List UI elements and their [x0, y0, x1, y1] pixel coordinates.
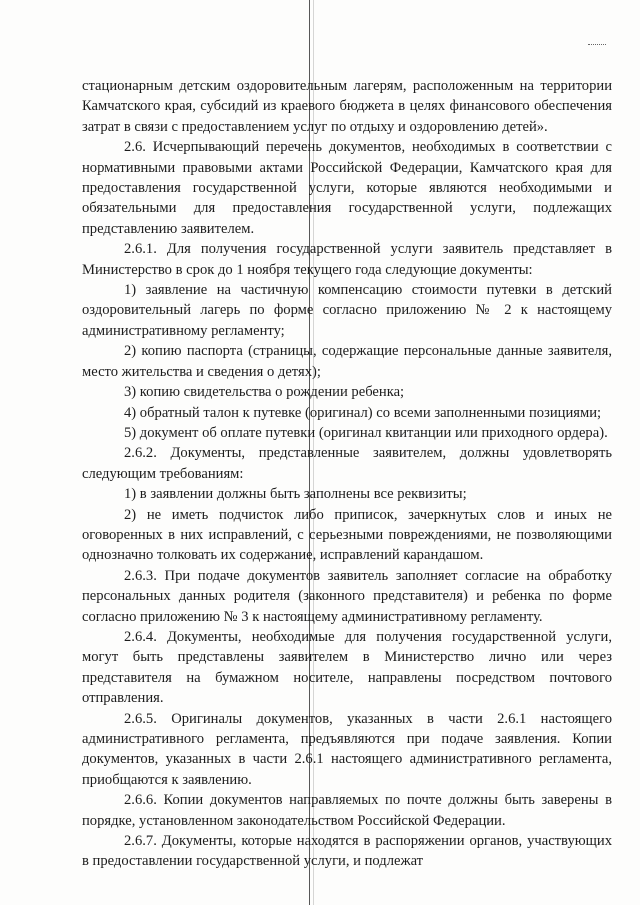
list-item-4: 4) обратный талон к путевке (оригинал) со всеми заполненными позициями;	[124, 404, 602, 421]
scan-corner-mark	[588, 44, 606, 47]
paragraph-2-6-2: 2.6.2. Документы, представленные заявителем, должны удовлетворять следующим требованиям:	[82, 445, 612, 482]
paragraph-2-6-3: 2.6.3. При подаче документов заявитель заполняет согласие на обработку персональных данных родителя (законного представителя) и ребенка по форме согласно приложению № 3 к настоящему административному регламенту.	[82, 567, 612, 625]
paragraph-2-6-5: 2.6.5. Оригиналы документов, указанных в части 2.6.1 настоящего административного регламента, предъявляются при подаче заявления. Копии документов, указанных в части 2.6.1 настоящего административного регламента, приобщаются к заявлению.	[82, 710, 612, 788]
list-item-3: 3) копию свидетельства о рождении ребенка;	[124, 384, 405, 401]
paragraph-2-6: 2.6. Исчерпывающий перечень документов, необходимых в соответствии с нормативными правовыми актами Российской Федерации, Камчатского края для предоставления государственной услуги, которые являются необходимыми и обязательными для предоставления государственной услуги, подлежащих представлению заявителем.	[82, 139, 612, 237]
document-body	[82, 76, 612, 872]
requirement-item-1: 1) в заявлении должны быть заполнены все реквизиты;	[124, 486, 467, 503]
paragraph-2-6-4: 2.6.4. Документы, необходимые для получения государственной услуги, могут быть представлены заявителем в Министерство лично или через представителя на бумажном носителе, направлены посредством почтового отправления.	[82, 628, 612, 707]
list-item-2: 2) копию паспорта (страницы, содержащие персональные данные заявителя, место жительства и сведения о детях);	[82, 343, 612, 380]
list-item-1: 1) заявление на частичную компенсацию стоимости путевки в детский оздоровительный лагерь по форме согласно приложению № 2 к настоящему административному регламенту;	[82, 282, 612, 339]
list-item-5: 5) документ об оплате путевки (оригинал квитанции или приходного ордера).	[124, 424, 608, 441]
paragraph-2-6-7: 2.6.7. Документы, которые находятся в распоряжении органов, участвующих в предоставлении государственной услуги, и подлежат	[82, 833, 612, 870]
paragraph-2-6-1: 2.6.1. Для получения государственной услуги заявитель представляет в Министерство в срок до 1 ноября текущего года следующие документы:	[82, 241, 612, 278]
paragraph-2-6-6: 2.6.6. Копии документов направляемых по почте должны быть заверены в порядке, установленном законодательством Российской Федерации.	[82, 792, 612, 829]
paragraph-continuation: стационарным детским оздоровительным лагерям, расположенным на территории Камчатского края, субсидий из краевого бюджета в целях финансового обеспечения затрат в связи с предоставлением услуг по отдыху и оздоровлению детей».	[82, 78, 612, 135]
requirement-item-2: 2) не иметь подчисток либо приписок, зачеркнутых слов и иных не оговоренных в них исправлений, с серьезными повреждениями, не позволяющими однозначно толковать их содержание, исправлений карандашом.	[82, 506, 612, 564]
